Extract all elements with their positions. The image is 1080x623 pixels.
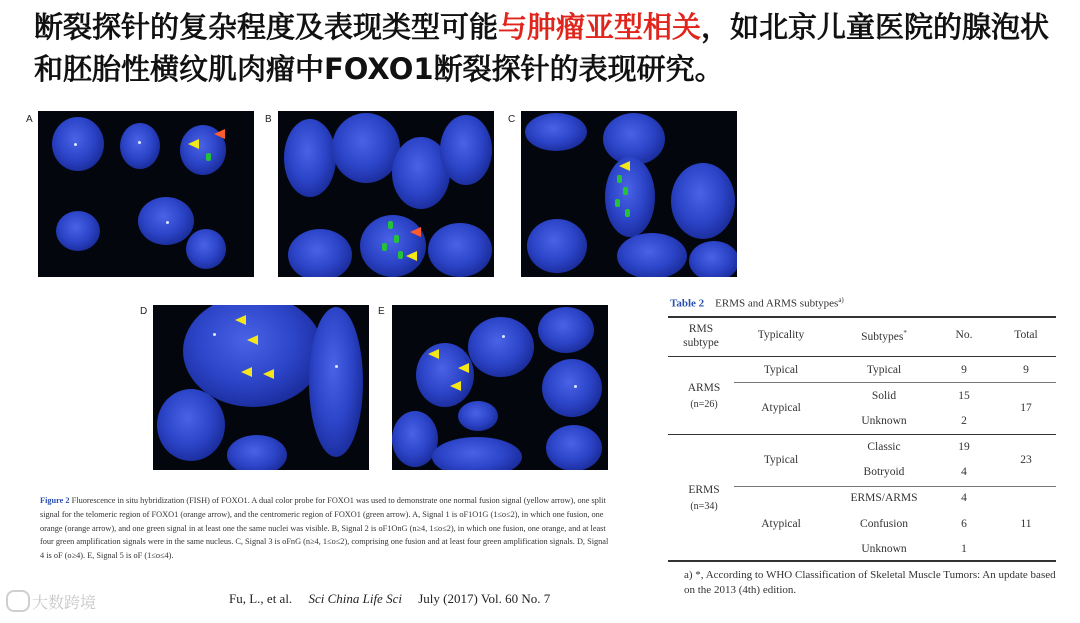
citation-issue: July (2017) Vol. 60 No. 7 <box>418 591 551 606</box>
signal-dot <box>335 365 338 368</box>
cell-typicality: Atypical <box>761 518 801 530</box>
group-arms-n: (n=26) <box>690 399 718 410</box>
nucleus <box>468 317 534 377</box>
nucleus <box>689 241 737 277</box>
header-subtypes-sup: * <box>903 329 907 337</box>
signal-dot <box>74 143 77 146</box>
signal-dot <box>138 141 141 144</box>
cell-total: 17 <box>1020 402 1032 414</box>
nucleus <box>332 113 400 183</box>
nucleus <box>546 425 602 470</box>
cell-no: 9 <box>961 364 967 376</box>
caption-label: Figure 2 <box>40 496 70 505</box>
figure-caption <box>40 494 612 563</box>
yellow-arrow-icon <box>263 369 274 379</box>
yellow-arrow-icon <box>458 363 469 373</box>
table-header-rule <box>668 356 1056 357</box>
green-signal <box>625 209 630 217</box>
yellow-arrow-icon <box>188 139 199 149</box>
header-rms-subtype <box>668 322 734 350</box>
group-erms <box>668 482 740 515</box>
nucleus <box>186 229 226 269</box>
panel-label-e: E <box>378 306 385 317</box>
fish-panel-d <box>153 305 369 470</box>
nucleus <box>428 223 492 277</box>
group-arms <box>668 380 740 413</box>
fish-panel-e <box>392 305 608 470</box>
cell-no: 1 <box>961 543 967 555</box>
cell-subtype: Classic <box>867 441 901 453</box>
title-highlight: 与肿瘤亚型相关 <box>498 10 702 44</box>
yellow-arrow-icon <box>241 367 252 377</box>
header-subtypes <box>824 329 944 343</box>
green-signal <box>388 221 393 229</box>
green-signal <box>382 243 387 251</box>
nucleus <box>416 343 474 407</box>
slide-title <box>34 6 1064 90</box>
group-arms-name: ARMS <box>687 382 721 394</box>
nucleus <box>440 115 492 185</box>
panel-label-c: C <box>508 114 516 125</box>
nucleus <box>392 411 438 467</box>
header-rms-line1: RMS <box>688 323 714 335</box>
cell-no: 4 <box>961 492 967 504</box>
yellow-arrow-icon <box>247 335 258 345</box>
cell-no: 19 <box>958 441 970 453</box>
cell-total: 23 <box>1020 454 1032 466</box>
panel-label-a: A <box>26 114 33 125</box>
table-bottom-rule <box>668 560 1056 562</box>
cell-typicality: Atypical <box>761 402 801 414</box>
green-signal <box>617 175 622 183</box>
nucleus <box>360 215 426 277</box>
nucleus <box>284 119 336 197</box>
fish-panel-b <box>278 111 494 277</box>
signal-dot <box>166 221 169 224</box>
yellow-arrow-icon <box>406 251 417 261</box>
cell-subtype: Unknown <box>861 415 907 427</box>
nucleus <box>309 307 363 457</box>
table-sub-rule <box>734 382 1056 383</box>
orange-arrow-icon <box>410 227 421 237</box>
nucleus <box>56 211 100 251</box>
signal-dot <box>213 333 216 336</box>
cell-no: 4 <box>961 466 967 478</box>
header-total: Total <box>1014 329 1038 341</box>
citation-authors: Fu, L., et al. <box>229 591 293 606</box>
nucleus <box>605 157 655 237</box>
table-sub-rule <box>734 486 1056 487</box>
green-signal <box>398 251 403 259</box>
table-title-sup: a) <box>838 296 844 304</box>
table-top-rule <box>668 316 1056 318</box>
cell-no: 2 <box>961 415 967 427</box>
table-footnote: a) *, According to WHO Classification of Skeletal Muscle Tumors: An update based on the 2013 (4th) edition. <box>684 569 1056 596</box>
title-part1: 断裂探针的复杂程度及表现类型可能 <box>34 10 499 44</box>
fish-panel-a <box>38 111 254 277</box>
watermark-logo-icon <box>6 590 30 612</box>
signal-dot <box>574 385 577 388</box>
cell-subtype: Unknown <box>861 543 907 555</box>
green-signal <box>206 153 211 161</box>
header-typicality: Typicality <box>757 329 805 341</box>
cell-typicality: Typical <box>763 364 799 376</box>
group-erms-name: ERMS <box>688 484 720 496</box>
cell-subtype: Botryoid <box>863 466 905 478</box>
table-group-rule <box>668 434 1056 435</box>
yellow-arrow-icon <box>428 349 439 359</box>
cell-no: 6 <box>961 518 967 530</box>
yellow-arrow-icon <box>619 161 630 171</box>
table-title-text: ERMS and ARMS subtypes <box>715 297 839 310</box>
nucleus <box>458 401 498 431</box>
table-label: Table 2 <box>670 297 705 310</box>
nucleus <box>120 123 160 169</box>
header-subtypes-text: Subtypes <box>861 330 904 343</box>
nucleus <box>227 435 287 470</box>
caption-text: Fluorescence in situ hybridization (FISH) of FOXO1. A dual color probe for FOXO1 was used to demonstrate one normal fusion signal (yellow arrow), one split signal for the telomeric region of FOXO1 (orange arrow), and the centromeric region of FOXO1 (green arrow). A, Signal 1 is oF1O1G (1≤o≤2), in which one fusion, one orange (orange arrow), and one green signal in at least one the same nuclei was visible. B, Signal 2 is oF1OnG (n≥4, 1≤o≤2), in which one fusion, one orange, and at least four green amplification signals were in the same nucleus. C, Signal 3 is oFnG (n≥4, 1≤o≤2), comprising one fusion and at least four green amplification signals. D, Signal 4 is oF (o≥4). E, Signal 5 is oF (1≤o≤4). <box>40 496 609 561</box>
cell-subtype: Typical <box>866 364 902 376</box>
citation-journal: Sci China Life Sci <box>308 591 402 606</box>
cell-total: 11 <box>1020 518 1032 530</box>
citation <box>229 591 550 607</box>
nucleus <box>52 117 104 171</box>
header-no: No. <box>955 329 973 341</box>
nucleus <box>525 113 587 151</box>
nucleus <box>288 229 352 277</box>
fish-panel-c <box>521 111 737 277</box>
nucleus <box>617 233 687 277</box>
table-title <box>670 296 844 310</box>
signal-dot <box>502 335 505 338</box>
nucleus <box>157 389 225 461</box>
cell-total: 9 <box>1023 364 1029 376</box>
watermark-text: 大数跨境 <box>32 593 97 612</box>
green-signal <box>623 187 628 195</box>
cell-no: 15 <box>958 390 970 402</box>
cell-typicality: Typical <box>763 454 799 466</box>
cell-subtype: Confusion <box>860 518 908 530</box>
header-rms-line2: subtype <box>683 337 719 349</box>
group-erms-n: (n=34) <box>690 501 718 512</box>
yellow-arrow-icon <box>450 381 461 391</box>
nucleus <box>432 437 522 470</box>
orange-arrow-icon <box>214 129 225 139</box>
panel-label-d: D <box>140 306 148 317</box>
green-signal <box>615 199 620 207</box>
panel-label-b: B <box>265 114 272 125</box>
nucleus <box>542 359 602 417</box>
yellow-arrow-icon <box>235 315 246 325</box>
green-signal <box>394 235 399 243</box>
cell-subtype: ERMS/ARMS <box>850 492 918 504</box>
nucleus <box>527 219 587 273</box>
nucleus <box>538 307 594 353</box>
cell-subtype: Solid <box>871 390 897 402</box>
title-part2: ，如北京儿童医院的腺泡状和胚胎性横纹肌肉瘤中FOXO1断裂探针的表现研究。 <box>34 10 1050 86</box>
nucleus <box>671 163 735 239</box>
